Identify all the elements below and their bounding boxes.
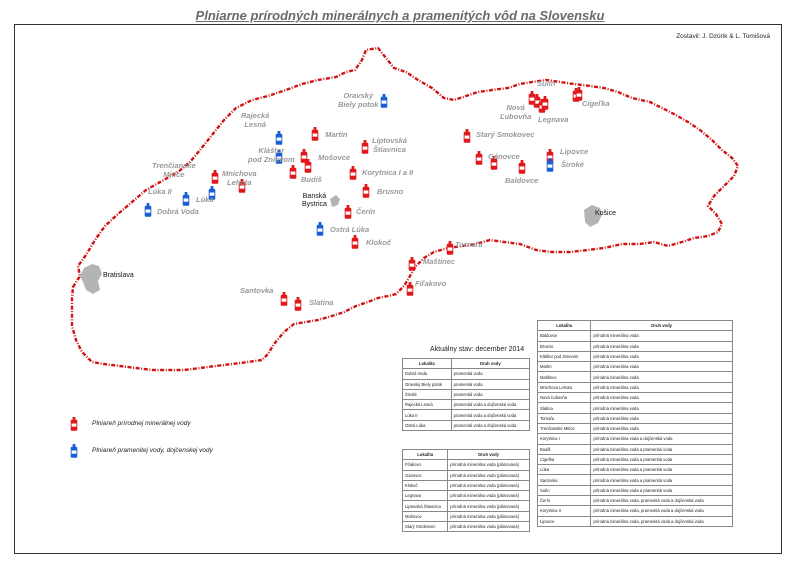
table-row [403, 400, 530, 410]
locality-cell: Budiš [538, 444, 591, 454]
martin-label: Martin [325, 130, 348, 139]
table-row [538, 423, 733, 433]
locality-cell: Sulín [538, 485, 591, 495]
mosovce-bottle-marker [301, 149, 308, 163]
locality-cell: Fiľakovo [403, 460, 448, 470]
locality-cell: Kláštor pod Znievom [538, 351, 591, 361]
locality-cell: Lúka II [403, 410, 452, 420]
water-type-cell: prírodná minerálna voda [591, 382, 733, 392]
dobra-voda-bottle-marker [145, 203, 152, 217]
mnichova-lehota-label: Mnichova Lehota [222, 169, 257, 187]
planned-mineral-table [402, 449, 530, 532]
water-type-cell: prírodná minerálna voda a pramenitá voda [591, 485, 733, 495]
legnava-label: Legnava [538, 115, 569, 124]
ostra-luka-label: Ostrá Lúka [330, 225, 370, 234]
locality-cell: Cigeľka [538, 454, 591, 464]
header-lokalita: Lokalita [403, 359, 452, 369]
table-row [403, 389, 530, 399]
budis-bottle-marker [290, 165, 297, 179]
water-type-cell: prírodná minerálna voda a pramenitá voda [591, 475, 733, 485]
water-type-cell: prírodná minerálna voda (plánovaná) [448, 460, 530, 470]
filakovo-label: Fiľakovo [415, 279, 447, 288]
liptovska-stiavnica-bottle-marker [362, 140, 369, 154]
table-row [403, 501, 530, 511]
santovka-label: Santovka [240, 286, 274, 295]
locality-cell: Slatina [538, 403, 591, 413]
liptovska-stiavnica-label: Liptovská Štiavnica [372, 136, 408, 154]
klastor-pod-znievom-label: Kláštor pod Znievom [248, 146, 295, 164]
dobra-voda-label: Dobrá Voda [157, 207, 199, 216]
table-row [538, 341, 733, 351]
water-type-cell: pramenitá voda [451, 379, 529, 389]
water-type-cell: prírodná minerálna voda, pramenitá voda a dojčenská voda [591, 506, 733, 516]
water-type-cell: prírodná minerálna voda (plánovaná) [448, 491, 530, 501]
legend-spring-bottle-icon [71, 444, 78, 458]
map-title: Plniarne prírodných minerálnych a pramenitých vôd na Slovensku [195, 8, 605, 23]
table-row [538, 444, 733, 454]
locality-cell: Klokoč [403, 480, 448, 490]
baldovce-label: Baldovce [505, 176, 539, 185]
water-type-cell: prírodná minerálna voda [591, 331, 733, 341]
table-row [403, 410, 530, 420]
brusno-bottle-marker [363, 184, 370, 198]
korytnica-i-a-ii-bottle-marker [350, 166, 357, 180]
table-row [538, 372, 733, 382]
mastinec-bottle-marker [409, 257, 416, 271]
legend-mineral-bottle-icon [71, 417, 78, 431]
stary-smokovec-bottle-marker [464, 129, 471, 143]
locality-cell: Ostrá Lúka [403, 420, 452, 430]
water-type-cell: prírodná minerálna voda [591, 423, 733, 433]
nova-lubovna-label: Nová Ľubovňa [500, 103, 532, 121]
table-row [538, 382, 733, 392]
sulin-label: Sulín [537, 79, 556, 88]
water-type-cell: pramenitá voda a dojčenská voda [451, 420, 529, 430]
tornala-bottle-marker [447, 241, 454, 255]
cerin-bottle-marker [345, 205, 352, 219]
locality-cell: Gánovce [403, 470, 448, 480]
locality-cell: Dobrá Voda [403, 369, 452, 379]
table-row [403, 480, 530, 490]
table-row [403, 491, 530, 501]
water-type-cell: prírodná minerálna voda [591, 341, 733, 351]
locality-cell: Korytnica II [538, 506, 591, 516]
header-druh-vody: Druh vody [591, 321, 733, 331]
water-type-cell: prírodná minerálna voda a pramenitá voda [591, 454, 733, 464]
trencianske-mitice-bottle-marker [212, 170, 219, 184]
locality-cell: Lúka [538, 465, 591, 475]
table-row [403, 522, 530, 532]
water-type-cell: prírodná minerálna voda [591, 413, 733, 423]
ganovce-bottle-marker [476, 151, 483, 165]
water-type-cell: prírodná minerálna voda [591, 362, 733, 372]
water-type-cell: prírodná minerálna voda (plánovaná) [448, 511, 530, 521]
ganovce-label: Gánovce [488, 152, 520, 161]
klokoc-label: Klokoč [366, 238, 392, 247]
water-type-cell: prírodná minerálna voda a pramenitá voda [591, 465, 733, 475]
mineral-water-table [537, 320, 733, 527]
status-date: Aktuálny stav: december 2014 [430, 346, 525, 353]
locality-cell: Čerín [538, 496, 591, 506]
banska-city-label: Banská Bystrica [302, 193, 327, 208]
locality-cell: Široké [403, 389, 452, 399]
water-type-cell: prírodná minerálna voda (plánovaná) [448, 522, 530, 532]
locality-cell: Martin [538, 362, 591, 372]
table-row [538, 351, 733, 361]
mosovce-label: Mošovce [318, 153, 351, 162]
oravsky-biely-potok-bottle-marker [381, 94, 388, 108]
korytnica-i-a-ii-label: Korytnica I a II [362, 168, 414, 177]
locality-cell: Mošovce [403, 511, 448, 521]
table-row [403, 511, 530, 521]
locality-cell: Starý Smokovec [403, 522, 448, 532]
table-row [538, 475, 733, 485]
locality-cell: Rajecká Lesná [403, 400, 452, 410]
table-row [538, 393, 733, 403]
locality-cell: Tornaľa [538, 413, 591, 423]
locality-cell: Nová Ľubovňa [538, 393, 591, 403]
locality-cell: Maštinec [538, 372, 591, 382]
martin-bottle-marker [312, 127, 319, 141]
brusno-label: Brusno [377, 187, 404, 196]
luka-label: Lúka [196, 195, 214, 204]
locality-cell: Trenčianske Mitice [538, 423, 591, 433]
legend-spring-label: Plniareň pramenitej vody, dojčenskej vody [92, 447, 213, 454]
klokoc-bottle-marker [352, 235, 359, 249]
water-type-cell: prírodná minerálna voda (plánovaná) [448, 480, 530, 490]
table-row [538, 362, 733, 372]
table-row [538, 403, 733, 413]
header-druh-vody: Druh vody [451, 359, 529, 369]
tornala-label: Tornaľa [455, 240, 483, 249]
siroke-label: Široké [561, 160, 584, 169]
trencianske-mitice-label: Trenčianske Mitice [152, 161, 196, 179]
table-header-row [403, 359, 530, 369]
table-row [403, 369, 530, 379]
bratislava-city-area [80, 264, 102, 294]
legend-markers [71, 417, 78, 458]
mastinec-label: Maštinec [423, 257, 456, 266]
locality-cell: Korytnica I [538, 434, 591, 444]
banska-bystrica-city-area [330, 195, 340, 207]
table-row [403, 420, 530, 430]
water-type-cell: prírodná minerálna voda, pramenitá voda a dojčenská voda [591, 516, 733, 526]
header-druh-vody: Druh vody [448, 450, 530, 460]
water-type-cell: prírodná minerálna voda, pramenitá voda a dojčenská voda [591, 496, 733, 506]
santovka-bottle-marker [281, 292, 288, 306]
table-row [403, 470, 530, 480]
water-type-cell: prírodná minerálna voda a pramenitá voda [591, 444, 733, 454]
table-header-row [538, 321, 733, 331]
rajecka-lesna-label: Rajecká Lesná [241, 111, 270, 129]
table-row [538, 485, 733, 495]
locality-cell: Baldovce [538, 331, 591, 341]
spring-water-table [402, 358, 530, 431]
budis-label: Budiš [301, 175, 322, 184]
slatina-label: Slatina [309, 298, 334, 307]
table-header-row [403, 450, 530, 460]
water-type-cell: pramenitá voda [451, 389, 529, 399]
header-lokalita: Lokalita [403, 450, 448, 460]
water-type-cell: prírodná minerálna voda [591, 393, 733, 403]
cerin-label: Čerín [356, 207, 376, 216]
additional-bottle-marker [529, 91, 536, 105]
locality-cell: Liptovská Štiavnica [403, 501, 448, 511]
stary-smokovec-label: Starý Smokovec [476, 130, 535, 139]
author-credit: Zostavil: J. Dzúrik & L. Tomišová [676, 33, 770, 40]
locality-cell: Brusno [538, 341, 591, 351]
water-type-cell: prírodná minerálna voda [591, 351, 733, 361]
luka-ii-label: Lúka II [148, 187, 172, 196]
ostra-luka-bottle-marker [317, 222, 324, 236]
rajecka-lesna-bottle-marker [276, 131, 283, 145]
table-row [538, 331, 733, 341]
oravsky-biely-potok-label: Oravský Biely potok [338, 91, 379, 109]
bratislava-city-label: Bratislava [103, 272, 134, 279]
water-type-cell: prírodná minerálna voda (plánovaná) [448, 470, 530, 480]
nova-lubovna-bottle-marker [519, 160, 526, 174]
water-type-cell: pramenitá voda [451, 369, 529, 379]
header-lokalita: Lokalita [538, 321, 591, 331]
legend-mineral-label: Plniareň prírodnej minerálnej vody [92, 420, 191, 427]
cigelka-label: Cigeľka [582, 99, 610, 108]
kosice-city-label: Košice [595, 210, 617, 217]
water-type-cell: prírodná minerálna voda [591, 372, 733, 382]
table-row [403, 379, 530, 389]
lipovce-label: Lipovce [560, 147, 589, 156]
filakovo-bottle-marker [407, 282, 414, 296]
table-row [538, 516, 733, 526]
locality-cell: Santovka [538, 475, 591, 485]
slatina-bottle-marker [295, 297, 302, 311]
locality-cell: Mnichova Lehota [538, 382, 591, 392]
table-row [538, 465, 733, 475]
luka-ii-bottle-marker [183, 192, 190, 206]
table-row [538, 454, 733, 464]
table-row [538, 434, 733, 444]
water-type-cell: pramenitá voda a dojčenská voda [451, 410, 529, 420]
additional-bottle-marker [542, 96, 549, 110]
water-type-cell: prírodná minerálna voda a dojčenská voda [591, 434, 733, 444]
water-type-cell: prírodná minerálna voda [591, 403, 733, 413]
table-row [538, 496, 733, 506]
table-row [403, 460, 530, 470]
locality-cell: Oravský Biely potok [403, 379, 452, 389]
table-row [538, 506, 733, 516]
locality-cell: Legnava [403, 491, 448, 501]
locality-cell: Lipovce [538, 516, 591, 526]
water-type-cell: prírodná minerálna voda (plánovaná) [448, 501, 530, 511]
water-type-cell: pramenitá voda a dojčenská voda [451, 400, 529, 410]
table-row [538, 413, 733, 423]
